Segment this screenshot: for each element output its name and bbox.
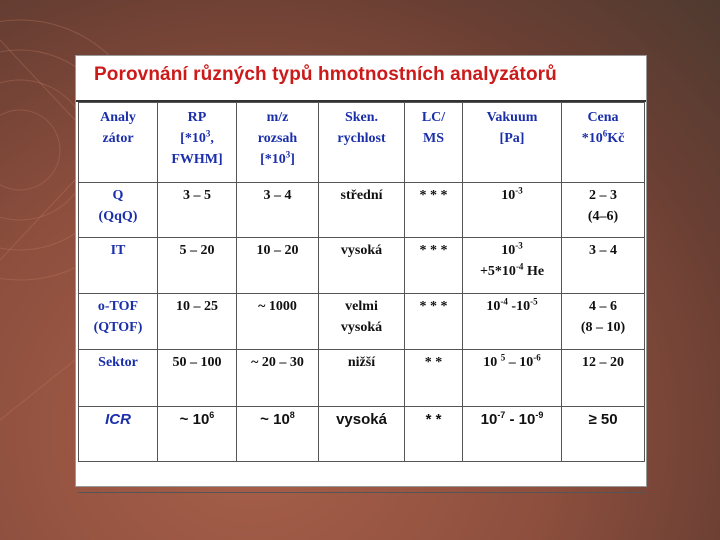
header-lcms: LC/ MS — [405, 103, 463, 183]
header-rp: RP [$*10^3$, FWHM] — [158, 103, 237, 183]
cell-price: ≥ 50 — [562, 407, 645, 462]
cell-vacuum: $10^{-4}$ $-10^{-5}$ — [463, 294, 562, 350]
cell-mz: 10 – 20 — [237, 238, 319, 294]
cell-analyzer-name: Sektor — [79, 350, 158, 407]
header-vacuum: Vakuum [Pa] — [463, 103, 562, 183]
slide-title: Porovnání různých typů hmotnostních analyzátorů — [94, 64, 557, 85]
table-row — [79, 294, 645, 350]
cell-analyzer-name: o-TOF (QTOF) — [79, 294, 158, 350]
cell-scan: nižší — [319, 350, 405, 407]
cell-mz: ~ 20 – 30 — [237, 350, 319, 407]
cell-lcms: * * * — [405, 183, 463, 238]
cell-price: 2 – 3 (4–6) — [562, 183, 645, 238]
cell-rp: 10 – 25 — [158, 294, 237, 350]
cell-mz: 3 – 4 — [237, 183, 319, 238]
cell-rp: 3 – 5 — [158, 183, 237, 238]
table-row — [79, 238, 645, 294]
cell-mz: ~ $10^8$ — [237, 407, 319, 462]
cell-price: 3 – 4 — [562, 238, 645, 294]
cell-rp: ~ $10^6$ — [158, 407, 237, 462]
table-empty-row — [79, 462, 645, 493]
cell-analyzer-name: Q (QqQ) — [79, 183, 158, 238]
header-analyzator: Analy zátor — [79, 103, 158, 183]
cell-analyzer-name: ICR — [79, 407, 158, 462]
table-row — [79, 183, 645, 238]
cell-lcms: * * — [405, 407, 463, 462]
cell-mz: ~ 1000 — [237, 294, 319, 350]
header-mz-range: m/z rozsah $[*10^3]$ — [237, 103, 319, 183]
cell-lcms: * * — [405, 350, 463, 407]
cell-analyzer-name: IT — [79, 238, 158, 294]
cell-vacuum: $10^{-7} - 10^{-9}$ — [463, 407, 562, 462]
table-row — [79, 407, 645, 462]
cell-scan: vysoká — [319, 407, 405, 462]
cell-rp: 5 – 20 — [158, 238, 237, 294]
cell-lcms: * * * — [405, 294, 463, 350]
cell-vacuum: $10^{-3}$ — [463, 183, 562, 238]
comparison-table — [78, 102, 645, 493]
cell-lcms: * * * — [405, 238, 463, 294]
cell-vacuum: 10 $^5 - 10^{-6}$ — [463, 350, 562, 407]
cell-scan: vysoká — [319, 238, 405, 294]
cell-vacuum: $10^{-3}$ $+5*10^{-4}$ He — [463, 238, 562, 294]
cell-rp: 50 – 100 — [158, 350, 237, 407]
cell-scan: velmi vysoká — [319, 294, 405, 350]
slide-content — [75, 55, 647, 487]
header-price: Cena $*10^6Kč$ — [562, 103, 645, 183]
header-scan-speed: Sken. rychlost — [319, 103, 405, 183]
table-row — [79, 350, 645, 407]
table-header-row — [79, 103, 645, 183]
cell-price: 4 – 6 (8 – 10) — [562, 294, 645, 350]
cell-scan: střední — [319, 183, 405, 238]
cell-price: 12 – 20 — [562, 350, 645, 407]
